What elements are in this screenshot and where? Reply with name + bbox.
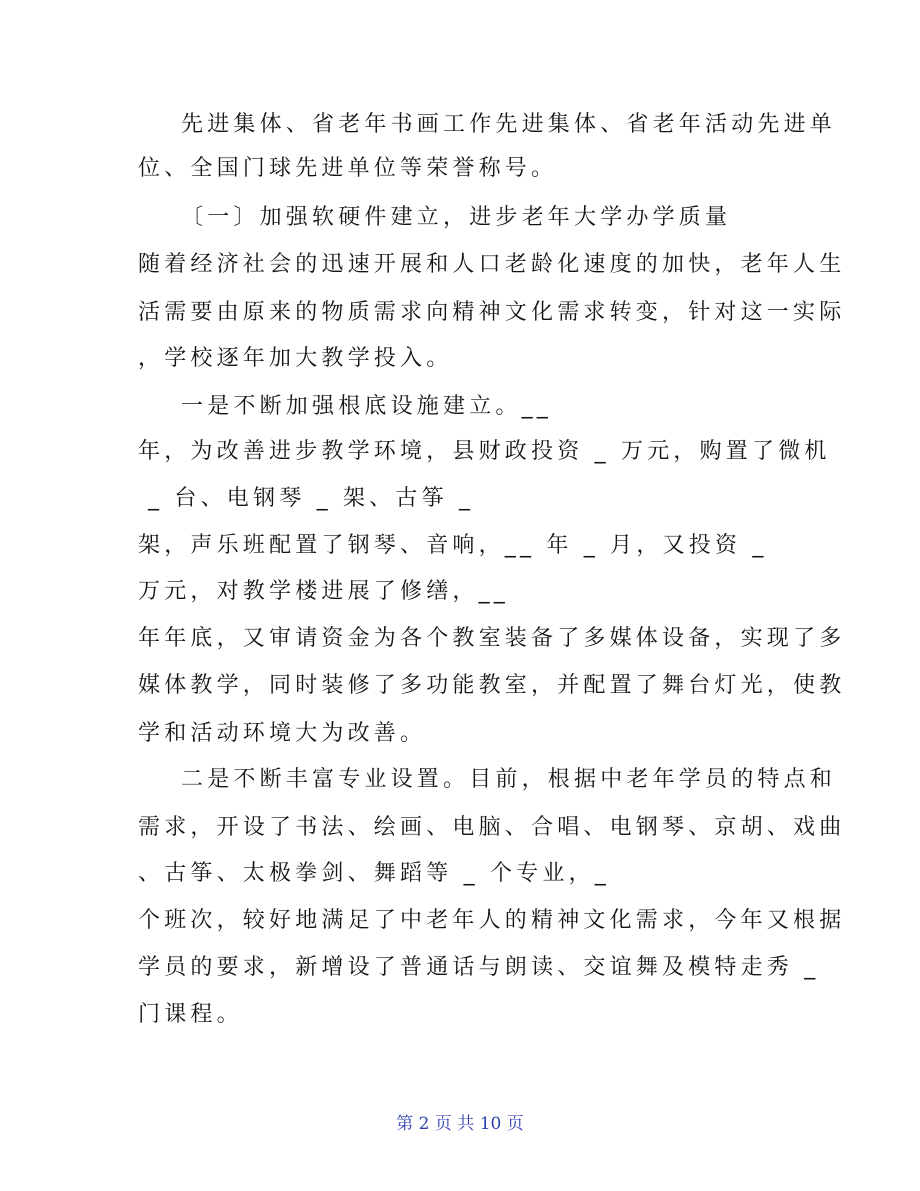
text-line: 需求，开设了书法、绘画、电脑、合唱、电钢琴、京胡、戏曲 [138,815,846,840]
text-line: 年，为改善进步教学环境，县财政投资 _ 万元，购置了微机 [138,439,831,464]
page-number-footer: 第 2 页 共 10 页 [396,1114,524,1134]
text-line: 学员的要求，新增设了普通话与朗读、交谊舞及模特走秀 _ [138,955,820,980]
text-line: _ 台、电钢琴 _ 架、古筝 _ [148,486,475,511]
text-line: 媒体教学，同时装修了多功能教室，并配置了舞台灯光，使教 [138,673,846,698]
text-line: 随着经济社会的迅速开展和人口老龄化速度的加快，老年人生 [138,252,846,277]
text-line: 先进集体、省老年书画工作先进集体、省老年活动先进单 [181,112,837,137]
text-line: ，学校逐年加大教学投入。 [138,346,453,371]
text-line: 个班次，较好地满足了中老年人的精神文化需求，今年又根据 [138,908,846,933]
text-line: 活需要由原来的物质需求向精神文化需求转变，针对这一实际 [138,300,846,325]
text-line: 学和活动环境大为改善。 [138,721,427,746]
text-line: 位、全国门球先进单位等荣誉称号。 [138,156,558,181]
section-heading: 〔一〕加强软硬件建立，进步老年大学办学质量 [181,205,732,230]
text-line: 年年底，又审请资金为各个教室装备了多媒体设备，实现了多 [138,626,846,651]
text-line: 架，声乐班配置了钢琴、音响，__ 年 _ 月，又投资 _ [138,533,768,558]
text-line: 一是不断加强根底设施建立。__ [181,394,553,419]
text-line: 、古筝、太极拳剑、舞蹈等 _ 个专业，_ [138,861,610,886]
text-line: 二是不断丰富专业设置。目前，根据中老年学员的特点和 [181,767,837,792]
text-line: 门课程。 [138,1002,243,1027]
text-line: 万元，对教学楼进展了修缮，__ [138,579,510,604]
